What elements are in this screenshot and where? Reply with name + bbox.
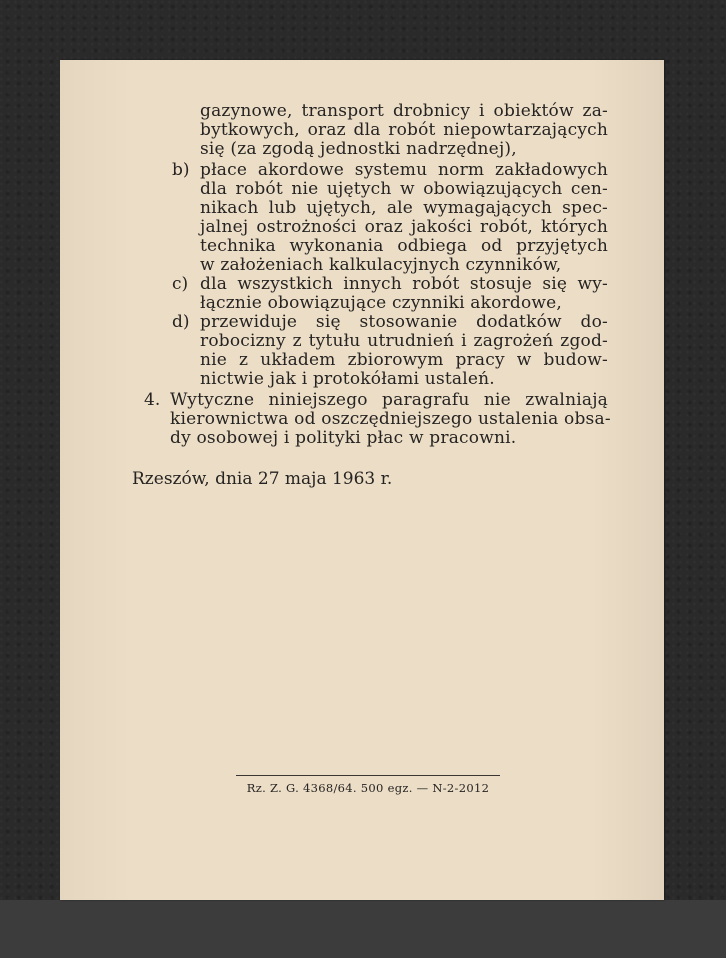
text-line: łącznie obowiązujące czynniki akordowe, bbox=[200, 293, 563, 313]
text-line: kierownictwa od oszczędniejszego ustalenia obsa- bbox=[170, 409, 611, 429]
text-line: się (za zgodą jednostki nadrzędnej), bbox=[200, 139, 517, 159]
text-line: płace akordowe systemu norm zakładowych bbox=[200, 160, 608, 180]
text-line: dla robót nie ujętych w obowiązujących cen- bbox=[200, 179, 608, 199]
text-line: nikach lub ujętych, ale wymagających spec- bbox=[200, 198, 608, 218]
text-line: nictwie jak i protokółami ustaleń. bbox=[200, 369, 495, 389]
text-line: bytkowych, oraz dla robót niepowtarzających bbox=[200, 120, 608, 140]
text-line: robocizny z tytułu utrudnień i zagrożeń zgod- bbox=[200, 331, 608, 351]
text-line: gazynowe, transport drobnicy i obiektów za- bbox=[200, 101, 608, 121]
text-line: jalnej ostrożności oraz jakości robót, których bbox=[200, 217, 608, 237]
list-marker-d: d) bbox=[172, 312, 190, 332]
text-line: przewiduje się stosowanie dodatków do- bbox=[200, 312, 608, 332]
text-line: nie z układem zbiorowym pracy w budow- bbox=[200, 350, 608, 370]
text-line: dy osobowej i polityki płac w pracowni. bbox=[170, 428, 517, 448]
document-page bbox=[60, 60, 664, 900]
list-marker-4: 4. bbox=[144, 390, 161, 410]
place-date: Rzeszów, dnia 27 maja 1963 r. bbox=[132, 469, 393, 489]
text-line: technika wykonania odbiega od przyjętych bbox=[200, 236, 608, 256]
divider bbox=[236, 775, 500, 776]
list-marker-b: b) bbox=[172, 160, 190, 180]
text-line: dla wszystkich innych robót stosuje się wy- bbox=[200, 274, 608, 294]
background-band bbox=[0, 900, 726, 958]
list-marker-c: c) bbox=[172, 274, 189, 294]
text-line: Wytyczne niniejszego paragrafu nie zwalniają bbox=[170, 390, 608, 410]
text-line: w założeniach kalkulacyjnych czynników, bbox=[200, 255, 562, 275]
printer-imprint: Rz. Z. G. 4368/64. 500 egz. — N-2-2012 bbox=[246, 781, 490, 795]
